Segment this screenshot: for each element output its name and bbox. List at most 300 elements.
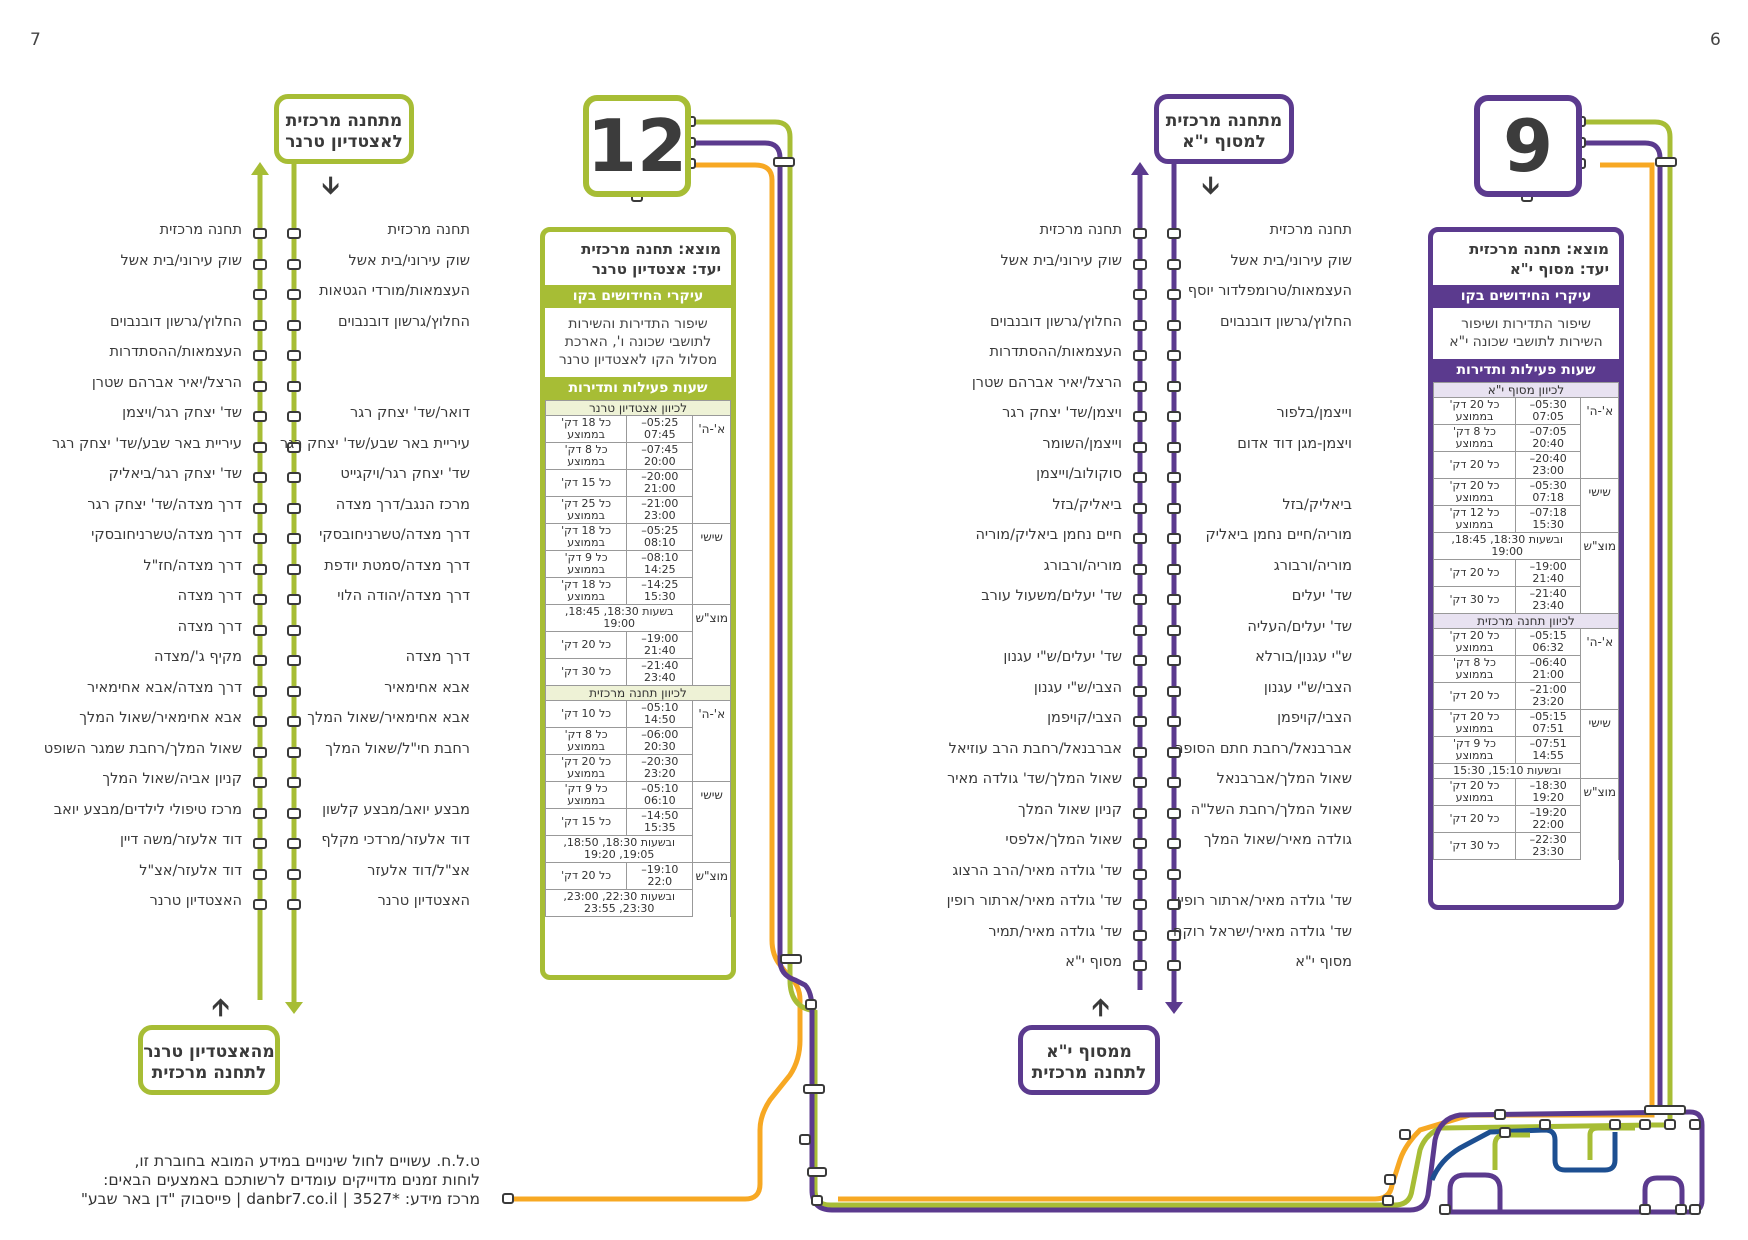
stop-node (287, 320, 301, 331)
stop-node (287, 411, 301, 422)
stop-name: שד' יצחק רגר/ויצמן (122, 405, 242, 421)
frequency-cell: כל 9 דק' בממוצע (546, 551, 627, 578)
time-cell: 05:30–07:18 (1515, 479, 1580, 506)
day-cell (1581, 806, 1619, 833)
time-cell: 07:51–14:55 (1515, 737, 1580, 764)
timetable-row (1434, 764, 1619, 779)
time-cell: 20:40–23:00 (1515, 452, 1580, 479)
stop-node (253, 747, 267, 758)
stop-name: העצמאות/מורדי הגטאות (319, 283, 470, 299)
day-cell: א'-ה' (693, 701, 731, 728)
stop-node (253, 533, 267, 544)
stop-node (1167, 777, 1181, 788)
time-cell: 07:18–15:30 (1515, 506, 1580, 533)
stop-node (253, 228, 267, 239)
stop-name: חיים נחמן ביאליק/מוריה (975, 527, 1122, 543)
time-cell: 05:10–06:10 (627, 782, 693, 809)
time-cell: ובשעות 18:30, 18:45, 19:00 (1434, 533, 1581, 560)
day-cell (693, 443, 731, 470)
direction-row (1434, 383, 1619, 398)
frequency-cell: כל 20 דק' (546, 632, 627, 659)
stop-node (1167, 625, 1181, 636)
timetable-row (1434, 737, 1619, 764)
frequency-cell: כל 20 דק' בממוצע (546, 755, 627, 782)
route-12-news-text: שיפור התדירות והשירות לתושבי שכונה ו', הארכת מסלול הקו לאצטדיון טרנר (558, 316, 718, 368)
stop-node (287, 564, 301, 575)
stop-node (287, 716, 301, 727)
route-12-info-panel (540, 227, 736, 980)
stop-name: העצמאות/טרומפלדור יוסף (1187, 283, 1352, 299)
stop-name: רחבת חי"ל/שאול המלך (325, 740, 470, 757)
stop-name: הצבי/ש"י עגנון (1033, 679, 1122, 696)
direction-row (546, 686, 731, 701)
stop-name: דרך מצדה/טשרניחובסקי (319, 527, 470, 543)
stop-name: וייצמן/בלפור (1276, 405, 1352, 421)
stop-node (253, 686, 267, 697)
stop-node (287, 472, 301, 483)
time-cell: 18:30–19:20 (1515, 779, 1580, 806)
stop-name: אברבנאל/רחבת הרב עוזיאל (948, 740, 1122, 757)
frequency-cell: כל 9 דק' בממוצע (546, 782, 627, 809)
direction-row (1434, 614, 1619, 629)
stop-name: דרך מצדה/חז"ל (143, 557, 242, 574)
route-9-news-text: שיפור התדירות ושיפור השירות לתושבי שכונה י"א (1449, 316, 1603, 350)
stop-node (1167, 411, 1181, 422)
route-9-direction-bottom: ממסוף י"א לתחנה מרכזית (1018, 1025, 1160, 1095)
stop-name: מוריה/ורבורג (1273, 557, 1352, 574)
frequency-cell: כל 20 דק' בממוצע (1434, 479, 1516, 506)
stop-name: מבצע יואב/מבצע קלשון (322, 801, 470, 818)
day-cell: מוצ"ש (1581, 533, 1619, 560)
time-cell: 05:25–08:10 (627, 524, 693, 551)
stop-name: הרצל/יאיר אברהם שטרן (91, 374, 242, 391)
route-9-hours-title: שעות פעילות ותדירות (1433, 359, 1619, 382)
timetable-row (1434, 506, 1619, 533)
stop-node (1167, 289, 1181, 300)
stop-name: האצטדיון טרנר (377, 893, 470, 909)
time-cell: 19:00–21:40 (627, 632, 693, 659)
frequency-cell: כל 18 דק' בממוצע (546, 524, 627, 551)
stop-name: שאול המלך/אלפסי (1005, 832, 1122, 848)
stop-name: שוק עירוני/בית אשל (120, 252, 242, 269)
stop-node (287, 381, 301, 392)
frequency-cell: כל 10 דק' (546, 701, 627, 728)
stop-name: ויצמן/שד' יצחק רגר (1002, 405, 1122, 421)
timetable-row (1434, 629, 1619, 656)
timetable-row (546, 443, 731, 470)
stop-node (1167, 838, 1181, 849)
day-cell (1581, 656, 1619, 683)
stop-node (287, 655, 301, 666)
stop-node (1133, 350, 1147, 361)
stop-node (1133, 747, 1147, 758)
stop-node (287, 533, 301, 544)
stop-node (253, 716, 267, 727)
stop-node (287, 838, 301, 849)
day-cell: מוצ"ש (693, 605, 731, 632)
stop-node (253, 838, 267, 849)
time-cell: 21:00–23:20 (1515, 683, 1580, 710)
time-cell: 07:05–20:40 (1515, 425, 1580, 452)
day-cell (693, 578, 731, 605)
stop-node (287, 350, 301, 361)
stop-name: החלוץ/גרשון דובנבוים (989, 313, 1122, 330)
day-cell (693, 755, 731, 782)
stop-node (1167, 533, 1181, 544)
timetable-row (546, 863, 731, 890)
footer-line-1: ט.ל.ח. עשויים לחול שינויים במידע המובא בחוברת זו, (134, 1152, 480, 1170)
day-cell: א'-ה' (1581, 629, 1619, 656)
stop-node (287, 289, 301, 300)
timetable-row (1434, 425, 1619, 452)
timetable-row (1434, 779, 1619, 806)
timetable-row (546, 416, 731, 443)
day-cell: שישי (1581, 479, 1619, 506)
stop-name: העצמאות/ההסתדרות (109, 344, 242, 360)
timetable-row (546, 809, 731, 836)
stop-name: דרך מצדה/יהודה הלוי (337, 588, 470, 604)
day-cell: מוצ"ש (1581, 779, 1619, 806)
stop-node (253, 289, 267, 300)
route-12-timetable (545, 400, 731, 917)
stop-node (1133, 655, 1147, 666)
direction-label: לכיוון מסוף י"א (1434, 383, 1619, 398)
route-12-news-title: עיקרי החידושים בקו (545, 285, 731, 308)
time-cell: 20:00–21:00 (627, 470, 693, 497)
day-cell (1581, 683, 1619, 710)
stop-name: החלוץ/גרשון דובנבוים (337, 313, 470, 330)
route-9-info-panel (1428, 227, 1624, 910)
timetable-row (546, 836, 731, 863)
stop-node (287, 625, 301, 636)
stop-node (1167, 686, 1181, 697)
stop-name: מקיף ג'/מצדה (154, 649, 242, 665)
stop-node (253, 320, 267, 331)
day-cell (693, 836, 731, 863)
stop-name: שד' יעלים (1291, 588, 1352, 604)
stop-node (1133, 533, 1147, 544)
stop-node (287, 594, 301, 605)
stop-node (287, 777, 301, 788)
stop-node (1133, 899, 1147, 910)
stop-name: הצבי/קויפמן (1277, 710, 1352, 726)
stop-node (1133, 625, 1147, 636)
route-9-direction-top: מתחנה מרכזית למסוף י"א (1154, 94, 1294, 164)
day-cell: מוצ"ש (693, 863, 731, 890)
frequency-cell: כל 18 דק' בממוצע (546, 578, 627, 605)
timetable-row (1434, 833, 1619, 860)
timetable-row (546, 755, 731, 782)
stop-name: מוריה/ורבורג (1043, 557, 1122, 574)
stop-name: ויצמן-מגן דוד אדום (1237, 435, 1352, 452)
stop-node (287, 503, 301, 514)
stop-name: מרכז הנגב/דרך מצדה (335, 496, 470, 513)
timetable-row (546, 632, 731, 659)
stop-node (1167, 564, 1181, 575)
stop-node (253, 594, 267, 605)
stop-node (1133, 930, 1147, 941)
stop-name: שאול המלך/אברבנאל (1216, 771, 1352, 787)
stop-name: שד' יעלים/העליה (1247, 618, 1352, 635)
stop-name: מסוף י"א (1065, 954, 1122, 970)
timetable-row (1434, 398, 1619, 425)
time-cell: 21:40–23:40 (1515, 587, 1580, 614)
time-cell: 14:50–15:35 (627, 809, 693, 836)
stop-name: תחנה מרכזית (1039, 222, 1122, 238)
direction-label: לכיוון אצטדיון טרנר (546, 401, 731, 416)
stop-node (1167, 259, 1181, 270)
frequency-cell: כל 20 דק' (1434, 806, 1516, 833)
route-12-hours-title: שעות פעילות ותדירות (545, 377, 731, 400)
time-cell: 06:40–21:00 (1515, 656, 1580, 683)
timetable-row (546, 551, 731, 578)
timetable-row (546, 701, 731, 728)
day-cell (693, 632, 731, 659)
stop-name: דרך מצדה/שד' יצחק רגר (87, 496, 242, 513)
stop-name: הצבי/ש"י עגנון (1263, 679, 1352, 696)
stop-node (1133, 716, 1147, 727)
stop-node (253, 411, 267, 422)
stop-node (253, 808, 267, 819)
footer-line-3: מרכז מידע: *3527 | danbr7.co.il | פייסבוק "דן באר שבע" (80, 1190, 480, 1208)
time-cell: 14:25–15:30 (627, 578, 693, 605)
stop-node (1133, 960, 1147, 971)
day-cell (693, 728, 731, 755)
day-cell (1581, 560, 1619, 587)
stop-name: דרך מצדה/אבא אחימאיר (87, 679, 242, 696)
time-cell: ובשעות 22:30, 23:00, 23:30, 23:55 (546, 890, 693, 917)
route-12-direction-bottom: מהאצטדיון טרנר לתחנה מרכזית (138, 1025, 280, 1095)
stop-node (1133, 320, 1147, 331)
footer-note (40, 1152, 480, 1209)
route-12-number: 12 (583, 95, 691, 197)
day-cell (1581, 506, 1619, 533)
stop-name: הרצל/יאיר אברהם שטרן (971, 374, 1122, 391)
stop-node (287, 899, 301, 910)
stop-name: גולדה מאיר/שאול המלך (1203, 832, 1352, 848)
stop-node (1133, 869, 1147, 880)
stop-node (253, 869, 267, 880)
route-12-direction-top: מתחנה מרכזית לאצטדיון טרנר (274, 94, 414, 164)
route-9-timetable (1433, 382, 1619, 860)
stop-node (253, 259, 267, 270)
frequency-cell: כל 9 דק' בממוצע (1434, 737, 1516, 764)
stop-name: שד' גולדה מאיר/ישראל רוקח (1173, 923, 1352, 940)
stop-name: עיריית באר שבע/שד' יצחק רגר (52, 435, 242, 452)
day-cell (1581, 425, 1619, 452)
frequency-cell: כל 8 דק' בממוצע (1434, 656, 1516, 683)
stop-node (1167, 320, 1181, 331)
timetable-row (546, 782, 731, 809)
stop-name: קניון שאול המלך (1018, 801, 1122, 818)
route-9-origin-destination: מוצא: תחנה מרכזית יעד: מסוף י"א (1469, 240, 1609, 278)
timetable-row (546, 659, 731, 686)
stop-name: הצבי/קויפמן (1047, 710, 1122, 726)
frequency-cell: כל 20 דק' (1434, 560, 1516, 587)
time-cell: ובשעות 18:30, 18:50, 19:05, 19:20 (546, 836, 693, 863)
stop-name: מסוף י"א (1295, 954, 1352, 970)
page-number-left: 7 (30, 30, 41, 50)
day-cell (693, 497, 731, 524)
stop-node (1133, 503, 1147, 514)
direction-label: לכיוון תחנה מרכזית (1434, 614, 1619, 629)
stop-name: תחנה מרכזית (1269, 222, 1352, 238)
frequency-cell: כל 20 דק' (546, 863, 627, 890)
stop-name: דואר/שד' יצחק רגר (350, 405, 470, 421)
stop-node (1133, 838, 1147, 849)
timetable-row (1434, 587, 1619, 614)
stop-name: ש"י עגנון/בורלא (1255, 649, 1352, 665)
frequency-cell: כל 30 דק' (1434, 833, 1516, 860)
stop-node (287, 228, 301, 239)
stop-name: אברבנאל/רחבת חתם הסופר (1175, 740, 1352, 757)
time-cell: בשעות 18:30, 18:45, 19:00 (546, 605, 693, 632)
page-number-right: 6 (1710, 30, 1721, 50)
stop-node (253, 472, 267, 483)
frequency-cell: כל 8 דק' בממוצע (546, 443, 627, 470)
frequency-cell: כל 20 דק' בממוצע (1434, 779, 1516, 806)
down-arrow-icon: 🡫 (322, 171, 340, 199)
day-cell (1581, 452, 1619, 479)
stop-name: דרך מצדה (177, 588, 242, 604)
stop-node (253, 564, 267, 575)
timetable-row (546, 728, 731, 755)
stop-node (1133, 442, 1147, 453)
stop-name: דרך מצדה (177, 618, 242, 635)
time-cell: 20:30–23:20 (627, 755, 693, 782)
day-cell (693, 470, 731, 497)
time-cell: 21:40–23:40 (627, 659, 693, 686)
stop-node (1133, 472, 1147, 483)
frequency-cell: כל 30 דק' (546, 659, 627, 686)
frequency-cell: כל 20 דק' בממוצע (1434, 710, 1516, 737)
stop-node (1167, 503, 1181, 514)
stop-node (287, 686, 301, 697)
timetable-row (1434, 710, 1619, 737)
stop-name: דוד אלעזר/משה דיין (119, 832, 242, 848)
frequency-cell: כל 20 דק' בממוצע (1434, 629, 1516, 656)
stop-node (1167, 350, 1181, 361)
stop-node (1133, 381, 1147, 392)
stop-name: דרך מצדה (405, 649, 470, 665)
time-cell: 05:10–14:50 (627, 701, 693, 728)
stop-name: ביאליק/בזל (1282, 496, 1352, 513)
timetable-row (546, 470, 731, 497)
stop-name: דוד אלעזר/אצ"ל (139, 862, 242, 879)
frequency-cell: כל 20 דק' (1434, 683, 1516, 710)
stop-node (1133, 411, 1147, 422)
stop-name: אבא אחימאיר/שאול המלך (79, 710, 242, 726)
timetable-row (1434, 683, 1619, 710)
timetable-row (1434, 479, 1619, 506)
stop-node (253, 381, 267, 392)
stop-name: אבא אחימאיר/שאול המלך (307, 710, 470, 726)
route-9-number: 9 (1474, 95, 1582, 197)
stop-node (1167, 869, 1181, 880)
footer-line-2: לוחות זמנים מדוייקים עומדים לרשותכם באמצעים הבאים: (103, 1171, 480, 1189)
frequency-cell: כל 8 דק' בממוצע (546, 728, 627, 755)
route-9-news-title: עיקרי החידושים בקו (1433, 285, 1619, 308)
day-cell (1581, 833, 1619, 860)
day-cell (693, 659, 731, 686)
day-cell (693, 890, 731, 917)
stop-name: שד' יצחק רגר/ויקגייט (340, 466, 470, 482)
day-cell (1581, 764, 1619, 779)
stop-name: ביאליק/בזל (1052, 496, 1122, 513)
stop-node (1133, 777, 1147, 788)
stop-name: קניון אביה/שאול המלך (102, 771, 242, 787)
stop-node (1133, 594, 1147, 605)
time-cell: 21:00–23:00 (627, 497, 693, 524)
stop-name: תחנה מרכזית (159, 222, 242, 238)
stop-name: דוד אלעזר/מרדכי מקלף (321, 832, 470, 848)
day-cell (1581, 737, 1619, 764)
day-cell (693, 809, 731, 836)
stop-name: סוקולוב/וייצמן (1036, 466, 1122, 482)
down-arrow-icon: 🡫 (1202, 171, 1220, 199)
stop-name: שד' גולדה מאיר/ארתור רופין (1176, 893, 1352, 909)
stop-name: אבא אחימאיר (384, 679, 470, 696)
stop-name: שאול המלך/רחבת השל"ה (1190, 801, 1352, 818)
timetable-row (546, 524, 731, 551)
time-cell: 07:45–20:00 (627, 443, 693, 470)
timetable-row (546, 605, 731, 632)
stop-node (1167, 594, 1181, 605)
day-cell (1581, 587, 1619, 614)
time-cell: 06:00–20:30 (627, 728, 693, 755)
stop-node (1167, 442, 1181, 453)
timetable-row (546, 890, 731, 917)
stop-node (287, 808, 301, 819)
day-cell: א'-ה' (693, 416, 731, 443)
frequency-cell: כל 12 דק' בממוצע (1434, 506, 1516, 533)
stop-name: שוק עירוני/בית אשל (1000, 252, 1122, 269)
stop-name: דרך מצדה/טשרניחובסקי (91, 527, 242, 543)
stop-name: העצמאות/ההסתדרות (989, 344, 1122, 360)
stop-name: אצ"ל/דוד אלעזר (367, 862, 470, 879)
frequency-cell: כל 15 דק' (546, 470, 627, 497)
stop-name: תחנה מרכזית (387, 222, 470, 238)
time-cell: 22:30–23:30 (1515, 833, 1580, 860)
direction-row (546, 401, 731, 416)
stop-name: שד' גולדה מאיר/הרב הרצוג (952, 862, 1122, 879)
stop-node (1167, 381, 1181, 392)
stop-node (287, 869, 301, 880)
stop-name: שאול המלך/רחבת שמגר השופט (43, 740, 242, 757)
time-cell: 05:25–07:45 (627, 416, 693, 443)
stop-name: מוריה/חיים נחמן ביאליק (1205, 527, 1352, 543)
frequency-cell: כל 15 דק' (546, 809, 627, 836)
stop-node (1167, 228, 1181, 239)
stop-node (253, 350, 267, 361)
stop-node (287, 259, 301, 270)
time-cell: 08:10–14:25 (627, 551, 693, 578)
stop-node (1133, 259, 1147, 270)
stop-name: עיריית באר שבע/שד' יצחק רגר (280, 435, 470, 452)
stop-node (1167, 655, 1181, 666)
stop-node (1167, 716, 1181, 727)
stop-node (253, 625, 267, 636)
day-cell: שישי (1581, 710, 1619, 737)
stop-node (1133, 228, 1147, 239)
up-arrow-icon: 🡩 (1092, 993, 1110, 1021)
stop-name: שוק עירוני/בית אשל (348, 252, 470, 269)
stop-name: דרך מצדה/סמטת יודפת (324, 557, 470, 574)
stop-name: שאול המלך/שד' גולדה מאיר (947, 771, 1122, 787)
stop-name: החלוץ/גרשון דובנבוים (1219, 313, 1352, 330)
time-cell: 19:10–22:0 (627, 863, 693, 890)
stop-node (1167, 472, 1181, 483)
